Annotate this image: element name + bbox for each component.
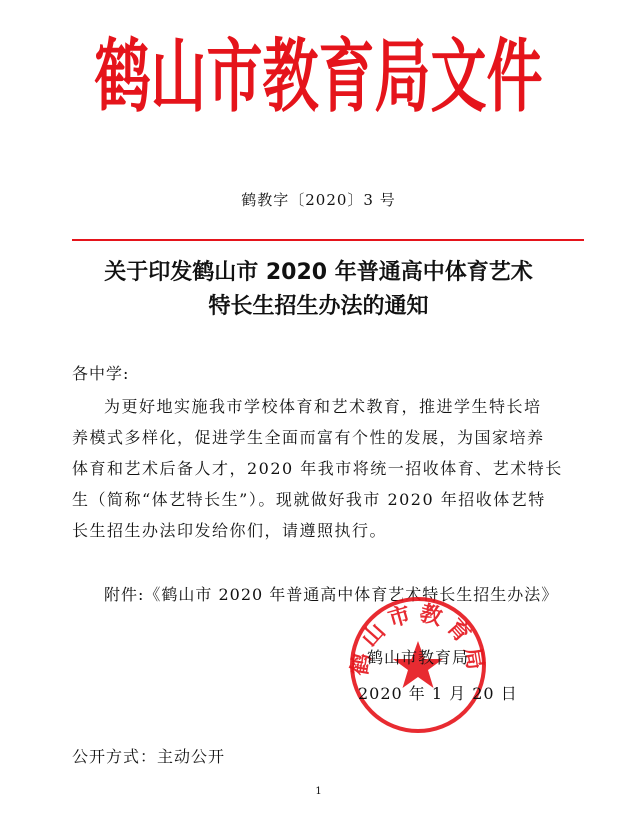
body-paragraph-line: 生（简称“体艺特长生”）。现就做好我市 2020 年招收体艺特 <box>72 490 546 509</box>
salutation: 各中学: <box>72 364 130 383</box>
red-divider-line <box>72 239 584 241</box>
issuing-authority-header: 鹤山市教育局文件 <box>94 31 543 125</box>
document-number: 鹤教字〔2020〕3 号 <box>241 191 396 209</box>
disclosure-method: 公开方式：主动公开 <box>72 747 226 766</box>
issue-date: 2020 年 1 月 20 日 <box>358 684 518 703</box>
body-paragraph-line: 体育和艺术后备人才，2020 年我市将统一招收体育、艺术特长 <box>72 459 563 478</box>
body-paragraph-line: 为更好地实施我市学校体育和艺术教育，推进学生特长培 <box>104 397 542 416</box>
body-paragraph-line: 长生招生办法印发给你们，请遵照执行。 <box>72 521 388 540</box>
notice-title-line-1: 关于印发鹤山市 2020 年普通高中体育艺术 <box>104 260 533 285</box>
issuer-signature: 鹤山市教育局 <box>367 648 470 667</box>
page-number: 1 <box>315 786 322 797</box>
body-paragraph-line: 养模式多样化，促进学生全面而富有个性的发展，为国家培养 <box>72 428 545 447</box>
attachment-line: 附件:《鹤山市 2020 年普通高中体育艺术特长生招生办法》 <box>104 585 559 604</box>
svg-text:鹤山市教育局: 鹤山市教育局 <box>347 600 489 678</box>
notice-title-line-2: 特长生招生办法的通知 <box>208 294 429 319</box>
